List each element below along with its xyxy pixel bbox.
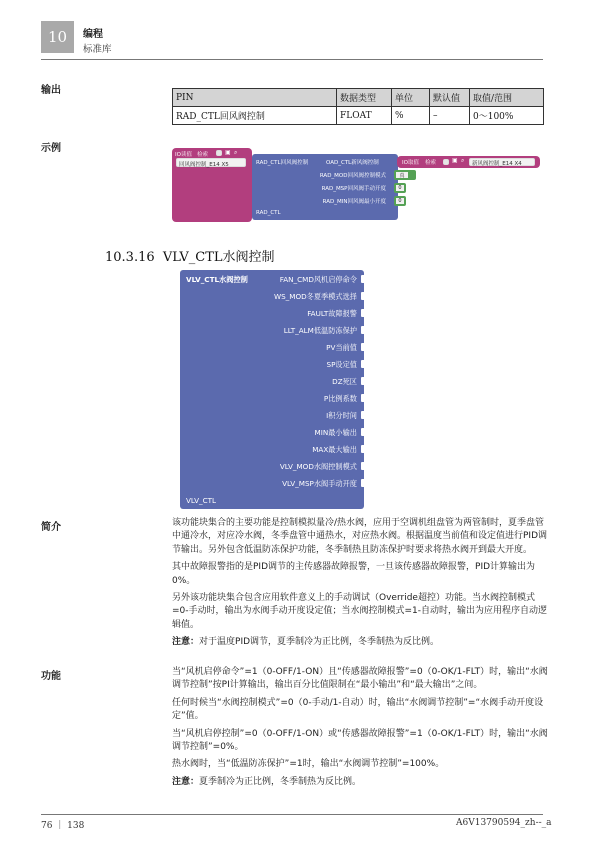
function-paragraph: 热水阀时，当“低温防冻保护”=1时，输出“水阀调节控制”=100%。 — [172, 759, 445, 770]
table-header-cell: PIN — [173, 89, 337, 107]
vlv-ctl-block[interactable] — [180, 270, 364, 509]
vlv-row-label: SP设定值 — [326, 360, 357, 369]
chapter-subtitle: 标准库 — [83, 44, 112, 55]
function-label: 功能 — [41, 671, 61, 682]
search-icon[interactable]: ⌕ — [234, 149, 238, 156]
input-connector — [361, 394, 367, 402]
input-connector — [361, 411, 367, 419]
table-header-cell: 单位 — [392, 89, 430, 107]
table-header-cell: 取值/范围 — [470, 89, 544, 107]
table-cell: – — [430, 107, 470, 125]
input-value-block[interactable] — [394, 170, 416, 180]
table-cell: % — [392, 107, 430, 125]
header-divider — [41, 59, 543, 60]
input-connector — [361, 360, 367, 368]
output-label: 输出 — [41, 85, 61, 96]
vlv-row-label: FAULT故障报警 — [307, 309, 357, 318]
vlv-block-footer: VLV_CTL — [186, 496, 217, 505]
vlv-row-label: LLT_ALM低温防冻保护 — [283, 326, 357, 335]
input-value: 0 — [396, 198, 404, 204]
note-text: 对于温度PID调节，夏季制冷为正比例，冬季制热为反比例。 — [199, 637, 440, 648]
function-note — [172, 776, 550, 789]
vlv-row-label: WS_MOD冬夏季模式选择 — [274, 292, 357, 301]
intro-note — [172, 636, 550, 649]
input-value: 0 — [396, 185, 404, 191]
input-value: 真 — [396, 172, 408, 178]
point-selector-value: 回风阀控制_E14 X5 — [179, 162, 229, 168]
point-selector[interactable] — [469, 158, 535, 166]
io-write-block[interactable] — [397, 156, 540, 168]
vlv-block-title: VLV_CTL水阀控制 — [186, 275, 248, 284]
input-connector — [361, 479, 367, 487]
input-value-block[interactable] — [394, 183, 406, 193]
table-cell: RAD_CTL回风阀控制 — [173, 107, 337, 125]
page-number: 76 ｜ 138 — [41, 821, 85, 831]
table-row — [173, 107, 544, 125]
point-selector-value: 新风阀控制_E14 X4 — [472, 161, 522, 167]
input-label: RAD_MSP回风阀手动开度 — [321, 186, 386, 192]
rad-ctl-block[interactable] — [252, 154, 398, 220]
input-connector — [361, 292, 367, 300]
input-connector — [361, 377, 367, 385]
table-cell: 0～100% — [470, 107, 544, 125]
vlv-row-label: P比例系数 — [323, 394, 357, 403]
function-paragraph: 当“风机启停命令”=1（0-OFF/1-ON）且“传感器故障报警”=0（0-OK/1-FLT）时，输出“水阀调节控制”按PI计算输出，输出百分比值限制在“最小输出”和“最大输出”之间。 — [172, 667, 548, 691]
io-read-block[interactable] — [172, 148, 252, 222]
block-footer: RAD_CTL — [256, 210, 281, 216]
input-value-block[interactable] — [394, 196, 406, 206]
vlv-row-label: MAX最大输出 — [312, 445, 357, 454]
table-cell: FLOAT — [337, 107, 392, 125]
io-write-label: IO取值 — [402, 160, 419, 166]
search-label: 检索 — [197, 152, 209, 158]
note-text: 夏季制冷为正比例，冬季制热为反比例。 — [199, 776, 362, 787]
footer-divider — [41, 814, 543, 815]
example-label: 示例 — [41, 143, 61, 154]
input-connector — [361, 462, 367, 470]
block-title: RAD_CTL回风阀控制 — [256, 160, 309, 166]
chapter-title: 编程 — [83, 29, 103, 40]
dropdown-icon[interactable] — [443, 159, 449, 165]
example-diagram — [172, 148, 544, 226]
settings-icon[interactable]: ▣ — [452, 157, 458, 164]
input-connector — [361, 428, 367, 436]
vlv-row-label: VLV_MSP水阀手动开度 — [282, 479, 357, 488]
vlv-row-label: PV当前值 — [326, 343, 357, 352]
intro-label: 简介 — [41, 522, 61, 533]
search-icon[interactable]: ⌕ — [461, 157, 465, 164]
section-number: 10.3.16 — [105, 250, 155, 265]
vlv-row-label: VLV_MOD水阀控制模式 — [279, 462, 357, 471]
input-connector — [361, 343, 367, 351]
intro-paragraph: 该功能块集合的主要功能是控制模拟量冷/热水阀，应用于空调机组盘管为两管制时，夏季盘管中通冷水，对应冷水阀，冬季盘管中通热水，对应热水阀。根据温度当前值和设定值进行PID调节输出。另外包含低温防冻保护功能，冬季制热且防冻保护时要求将热水阀开到最大开度。 — [172, 518, 548, 555]
input-connector — [361, 445, 367, 453]
input-label: RAD_MOD回风阀控制模式 — [319, 173, 386, 179]
dropdown-icon[interactable] — [216, 150, 222, 156]
function-paragraph: 当“风机启停控制”=0（0-OFF/1-ON）或“传感器故障报警”=1（0-OK/1-FLT）时，输出“水阀调节控制”=0%。 — [172, 728, 548, 753]
io-read-label: IO读值 — [175, 152, 192, 158]
block-output-label: OAD_CTL新风阀控制 — [326, 160, 379, 166]
vlv-row-label: DZ死区 — [332, 377, 357, 386]
document-id: A6V13790594_zh--_a — [456, 818, 552, 828]
note-label: 注意： — [172, 776, 200, 787]
function-text — [172, 666, 550, 793]
input-connector — [361, 326, 367, 334]
output-connector — [361, 275, 367, 283]
intro-paragraph: 其中故障报警指的是PID调节的主传感器故障报警，一旦该传感器故障报警，PID计算输出为0%。 — [172, 562, 536, 586]
function-paragraph: 任何时候当“水阀控制模式”=0（0-手动/1-自动）时，输出“水阀调节控制”=“水阀手动开度设定”值。 — [172, 697, 544, 722]
input-connector — [361, 309, 367, 317]
point-selector[interactable] — [176, 158, 246, 167]
intro-text — [172, 517, 550, 654]
table-header-row — [173, 89, 544, 107]
section-name: VLV_CTL水阀控制 — [162, 250, 275, 265]
vlv-row-label: FAN_CMD风机启停命令 — [279, 275, 357, 284]
output-table — [172, 88, 544, 125]
settings-icon[interactable]: ▣ — [225, 149, 231, 156]
intro-paragraph: 另外该功能块集合包含应用软件意义上的手动调试（Override超控）功能。当水阀控制模式=0-手动时，输出为水阀手动开度设定值；当水阀控制模式=1-自动时，输出为应用程序自动逻辑值。 — [172, 593, 548, 630]
search-label: 检索 — [425, 160, 437, 166]
section-title — [105, 246, 275, 265]
input-label: RAD_MIN回风阀最小开度 — [322, 199, 386, 205]
chapter-number-box: 10 — [41, 21, 74, 53]
table-header-cell: 数据类型 — [337, 89, 392, 107]
vlv-row-label: MIN最小输出 — [314, 428, 357, 437]
table-header-cell: 默认值 — [430, 89, 470, 107]
vlv-row-label: I积分时间 — [326, 411, 357, 420]
note-label: 注意： — [172, 637, 200, 648]
